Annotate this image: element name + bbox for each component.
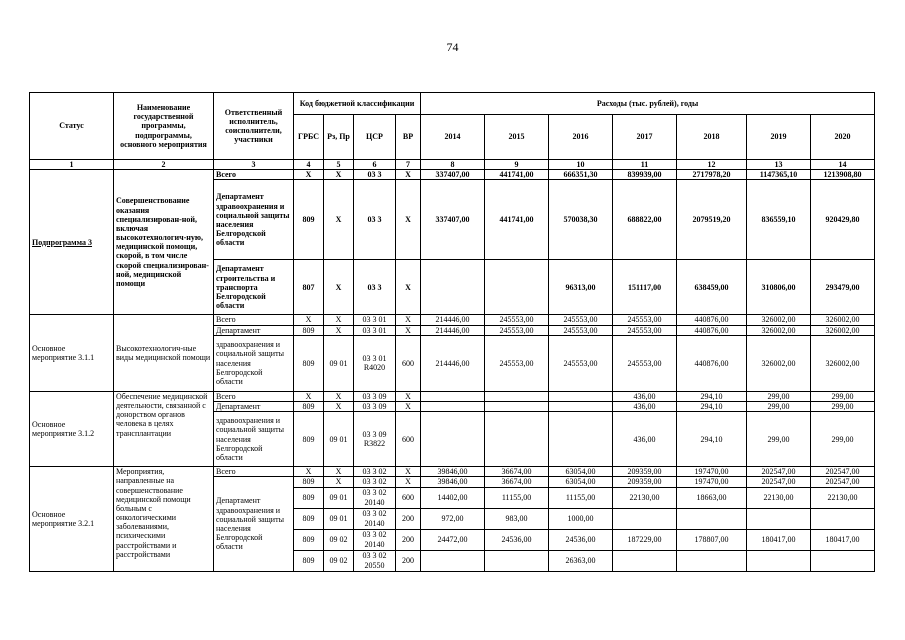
rz-cell: Х (324, 467, 354, 477)
value-cell: 245553,00 (485, 325, 549, 335)
value-cell: 310806,00 (747, 260, 811, 315)
value-cell: 983,00 (485, 508, 549, 529)
value-cell: 245553,00 (485, 335, 549, 391)
value-cell (811, 508, 875, 529)
value-cell (677, 550, 747, 571)
value-cell: 326002,00 (811, 325, 875, 335)
col-number: 12 (677, 160, 747, 170)
status-cell: Основное мероприятие 3.1.1 (30, 315, 114, 391)
value-cell: 96313,00 (549, 260, 613, 315)
value-cell: 36674,00 (485, 467, 549, 477)
col-number: 6 (354, 160, 396, 170)
csr-cell: 03 3 02 (354, 467, 396, 477)
resp-cell: Департамент здравоохранения и социальной защиты населения Белгородской области (214, 180, 294, 260)
grbs-cell: Х (294, 315, 324, 325)
value-cell: 14402,00 (421, 487, 485, 508)
value-cell: 2717978,20 (677, 170, 747, 180)
value-cell: 920429,80 (811, 180, 875, 260)
csr-cell: 03 3 (354, 260, 396, 315)
header-year: 2014 (421, 115, 485, 160)
col-number: 11 (613, 160, 677, 170)
value-cell (421, 401, 485, 411)
rz-cell: 09 01 (324, 487, 354, 508)
value-cell: 24536,00 (549, 529, 613, 550)
grbs-cell: 809 (294, 180, 324, 260)
value-cell (811, 550, 875, 571)
resp-cell: Всего (214, 467, 294, 477)
vr-cell: Х (396, 477, 421, 487)
rz-cell: Х (324, 401, 354, 411)
value-cell (485, 401, 549, 411)
value-cell: 436,00 (613, 391, 677, 401)
name-cell: Совершенствование оказания специализирован-ной, включая высокотехнологич-ную, медицинской помощи, скорой, в том числе скорой специализирован-ной, медицинской помощи (114, 170, 214, 315)
csr-cell: 03 3 02 20140 (354, 529, 396, 550)
value-cell: 245553,00 (613, 315, 677, 325)
value-cell (677, 508, 747, 529)
value-cell: 245553,00 (549, 315, 613, 325)
value-cell: 440876,00 (677, 335, 747, 391)
rz-cell: 09 01 (324, 412, 354, 467)
value-cell (485, 550, 549, 571)
value-cell: 337407,00 (421, 180, 485, 260)
vr-cell: 600 (396, 335, 421, 391)
resp-cell: Департамент строительства и транспорта Белгородской области (214, 260, 294, 315)
value-cell: 209359,00 (613, 467, 677, 477)
csr-cell: 03 3 02 (354, 477, 396, 487)
value-cell: 1213908,80 (811, 170, 875, 180)
value-cell: 326002,00 (811, 335, 875, 391)
value-cell: 688822,00 (613, 180, 677, 260)
vr-cell: Х (396, 260, 421, 315)
status-cell: Подпрограмма 3 (30, 170, 114, 315)
grbs-cell: Х (294, 391, 324, 401)
value-cell: 440876,00 (677, 325, 747, 335)
rz-cell: Х (324, 391, 354, 401)
resp-cell: Всего (214, 391, 294, 401)
value-cell: 39846,00 (421, 467, 485, 477)
csr-cell: 03 3 02 20140 (354, 508, 396, 529)
grbs-cell: 809 (294, 550, 324, 571)
value-cell: 638459,00 (677, 260, 747, 315)
grbs-cell: 809 (294, 325, 324, 335)
value-cell: 180417,00 (747, 529, 811, 550)
value-cell (421, 391, 485, 401)
value-cell: 440876,00 (677, 315, 747, 325)
col-number: 8 (421, 160, 485, 170)
value-cell (747, 508, 811, 529)
grbs-cell: 809 (294, 477, 324, 487)
csr-cell: 03 3 01 (354, 315, 396, 325)
rz-cell: Х (324, 260, 354, 315)
name-cell: Обеспечение медицинской деятельности, связанной с донорством органов человека в целях трансплантации (114, 391, 214, 466)
value-cell: 326002,00 (811, 315, 875, 325)
value-cell: 214446,00 (421, 315, 485, 325)
csr-cell: 03 3 02 20550 (354, 550, 396, 571)
csr-cell: 03 3 09 (354, 401, 396, 411)
rz-cell: 09 02 (324, 529, 354, 550)
rz-cell: Х (324, 315, 354, 325)
value-cell (613, 508, 677, 529)
resp-cell: Департамент здравоохранения и социальной защиты населения Белгородской области (214, 477, 294, 571)
col-number: 10 (549, 160, 613, 170)
header-csr: ЦСР (354, 115, 396, 160)
col-number: 2 (114, 160, 214, 170)
vr-cell: Х (396, 401, 421, 411)
value-cell: 202547,00 (747, 477, 811, 487)
value-cell: 214446,00 (421, 335, 485, 391)
value-cell: 299,00 (811, 412, 875, 467)
grbs-cell: 807 (294, 260, 324, 315)
value-cell: 326002,00 (747, 325, 811, 335)
rz-cell: Х (324, 170, 354, 180)
value-cell: 245553,00 (613, 325, 677, 335)
value-cell: 36674,00 (485, 477, 549, 487)
vr-cell: 200 (396, 508, 421, 529)
value-cell: 1147365,10 (747, 170, 811, 180)
value-cell: 11155,00 (549, 487, 613, 508)
col-number: 1 (30, 160, 114, 170)
rz-cell: Х (324, 180, 354, 260)
rz-cell: Х (324, 325, 354, 335)
value-cell: 441741,00 (485, 180, 549, 260)
value-cell: 214446,00 (421, 325, 485, 335)
value-cell: 293479,00 (811, 260, 875, 315)
value-cell: 666351,30 (549, 170, 613, 180)
value-cell (421, 412, 485, 467)
vr-cell: Х (396, 325, 421, 335)
header-budget-code: Код бюджетной классификации (294, 93, 421, 115)
value-cell: 187229,00 (613, 529, 677, 550)
value-cell: 26363,00 (549, 550, 613, 571)
value-cell: 245553,00 (549, 325, 613, 335)
col-number: 3 (214, 160, 294, 170)
value-cell: 299,00 (747, 412, 811, 467)
vr-cell: 200 (396, 550, 421, 571)
value-cell (549, 401, 613, 411)
value-cell (485, 260, 549, 315)
vr-cell: Х (396, 315, 421, 325)
value-cell: 11155,00 (485, 487, 549, 508)
value-cell (421, 260, 485, 315)
value-cell: 836559,10 (747, 180, 811, 260)
header-vr: ВР (396, 115, 421, 160)
header-responsible: Ответственный исполнитель, соисполнители, участники (214, 93, 294, 160)
value-cell (747, 550, 811, 571)
value-cell: 22130,00 (613, 487, 677, 508)
value-cell: 18663,00 (677, 487, 747, 508)
vr-cell: Х (396, 467, 421, 477)
resp-cell: здравоохранения и социальной защиты населения Белгородской области (214, 412, 294, 467)
vr-cell: 200 (396, 529, 421, 550)
value-cell: 326002,00 (747, 335, 811, 391)
header-year: 2016 (549, 115, 613, 160)
rz-cell: 09 02 (324, 550, 354, 571)
value-cell: 294,10 (677, 412, 747, 467)
grbs-cell: Х (294, 170, 324, 180)
header-year: 2017 (613, 115, 677, 160)
value-cell: 299,00 (747, 391, 811, 401)
budget-table (29, 92, 875, 572)
value-cell: 299,00 (747, 401, 811, 411)
grbs-cell: 809 (294, 401, 324, 411)
value-cell: 294,10 (677, 391, 747, 401)
csr-cell: 03 3 (354, 180, 396, 260)
resp-cell: Департамент (214, 325, 294, 335)
vr-cell: 600 (396, 487, 421, 508)
header-status: Статус (30, 93, 114, 160)
value-cell: 570038,30 (549, 180, 613, 260)
col-number: 7 (396, 160, 421, 170)
status-cell: Основное мероприятие 3.1.2 (30, 391, 114, 466)
value-cell: 326002,00 (747, 315, 811, 325)
header-year: 2019 (747, 115, 811, 160)
value-cell: 337407,00 (421, 170, 485, 180)
grbs-cell: 809 (294, 335, 324, 391)
resp-cell: здравоохранения и социальной защиты населения Белгородской области (214, 335, 294, 391)
header-year: 2018 (677, 115, 747, 160)
value-cell (485, 412, 549, 467)
csr-cell: 03 3 01 (354, 325, 396, 335)
value-cell: 63054,00 (549, 467, 613, 477)
col-number: 4 (294, 160, 324, 170)
status-cell: Основное мероприятие 3.2.1 (30, 467, 114, 571)
value-cell: 180417,00 (811, 529, 875, 550)
value-cell: 2079519,20 (677, 180, 747, 260)
col-number: 5 (324, 160, 354, 170)
resp-cell: Всего (214, 170, 294, 180)
csr-cell: 03 3 02 20140 (354, 487, 396, 508)
value-cell: 202547,00 (811, 467, 875, 477)
rz-cell: 09 01 (324, 508, 354, 529)
vr-cell: Х (396, 391, 421, 401)
col-number: 13 (747, 160, 811, 170)
csr-cell: 03 3 01 R4020 (354, 335, 396, 391)
csr-cell: 03 3 09 (354, 391, 396, 401)
name-cell: Мероприятия, направленные на совершенствование медицинской помощи больным с онкологическими заболеваниями, психическими расстройствами и расстройствами (114, 467, 214, 571)
header-grbs: ГРБС (294, 115, 324, 160)
value-cell: 202547,00 (811, 477, 875, 487)
value-cell: 245553,00 (485, 315, 549, 325)
value-cell: 151117,00 (613, 260, 677, 315)
header-year: 2020 (811, 115, 875, 160)
value-cell: 178807,00 (677, 529, 747, 550)
rz-cell: 09 01 (324, 335, 354, 391)
value-cell: 441741,00 (485, 170, 549, 180)
value-cell: 24472,00 (421, 529, 485, 550)
csr-cell: 03 3 09 R3822 (354, 412, 396, 467)
value-cell (613, 550, 677, 571)
vr-cell: Х (396, 180, 421, 260)
value-cell: 436,00 (613, 412, 677, 467)
name-cell: Высокотехнологич-ные виды медицинской помощи (114, 315, 214, 391)
value-cell (421, 550, 485, 571)
value-cell: 197470,00 (677, 477, 747, 487)
grbs-cell: 809 (294, 487, 324, 508)
grbs-cell: 809 (294, 508, 324, 529)
value-cell: 1000,00 (549, 508, 613, 529)
value-cell: 39846,00 (421, 477, 485, 487)
page-number: 74 (446, 40, 459, 54)
value-cell: 22130,00 (747, 487, 811, 508)
value-cell: 972,00 (421, 508, 485, 529)
value-cell: 299,00 (811, 401, 875, 411)
value-cell: 197470,00 (677, 467, 747, 477)
value-cell: 63054,00 (549, 477, 613, 487)
resp-cell: Всего (214, 315, 294, 325)
value-cell (485, 391, 549, 401)
value-cell: 839939,00 (613, 170, 677, 180)
value-cell: 436,00 (613, 401, 677, 411)
header-expenses: Расходы (тыс. рублей), годы (421, 93, 875, 115)
vr-cell: Х (396, 170, 421, 180)
value-cell (549, 391, 613, 401)
col-number: 14 (811, 160, 875, 170)
header-rz: Рз, Пр (324, 115, 354, 160)
value-cell: 299,00 (811, 391, 875, 401)
value-cell: 245553,00 (613, 335, 677, 391)
value-cell: 294,10 (677, 401, 747, 411)
header-name: Наименование государственной программы, подпрограммы, основного мероприятия (114, 93, 214, 160)
vr-cell: 600 (396, 412, 421, 467)
value-cell (549, 412, 613, 467)
grbs-cell: Х (294, 467, 324, 477)
header-year: 2015 (485, 115, 549, 160)
value-cell: 245553,00 (549, 335, 613, 391)
value-cell: 24536,00 (485, 529, 549, 550)
value-cell: 202547,00 (747, 467, 811, 477)
grbs-cell: 809 (294, 412, 324, 467)
value-cell: 22130,00 (811, 487, 875, 508)
resp-cell: Департамент (214, 401, 294, 411)
grbs-cell: 809 (294, 529, 324, 550)
csr-cell: 03 3 (354, 170, 396, 180)
col-number: 9 (485, 160, 549, 170)
rz-cell: Х (324, 477, 354, 487)
value-cell: 209359,00 (613, 477, 677, 487)
